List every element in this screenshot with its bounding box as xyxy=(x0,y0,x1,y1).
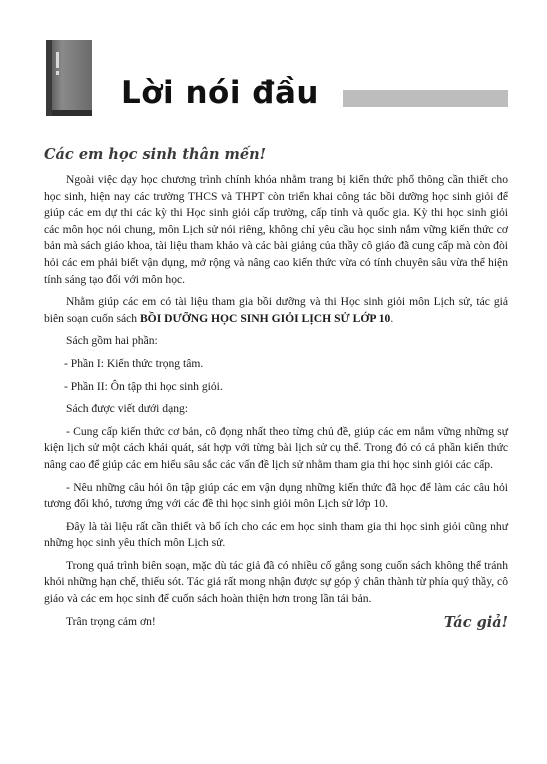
paragraph-format-heading: Sách được viết dưới dạng: xyxy=(66,402,189,416)
paragraph-parts-heading: Sách gồm hai phần: xyxy=(66,334,158,348)
list-item-format-2: - Nêu những câu hỏi ôn tập giúp các em vận dụng những kiến thức đã học để làm các câu hỏi tương đối khó, tương ứng với các đề thi học sinh giỏi môn Lịch sử lớp 10. xyxy=(44,480,508,511)
page-title: Lời nói đầu xyxy=(121,75,319,111)
list-item-format-1: - Cung cấp kiến thức cơ bản, cô đọng nhất theo từng chủ đề, giúp các em nắm vững những sự kiện lịch sử một cách khái quát, sát hợp với từng bài lịch sử cụ thể. Trong đó có cả phần kiến thức nâng cao để giúp các em hiểu sâu sắc các vấn đề lịch sử nhằm tham gia thi học sinh giỏi các cấp. xyxy=(44,424,508,471)
book-icon xyxy=(44,38,94,118)
paragraph-purpose-end: . xyxy=(390,311,394,325)
author-signature: Tác giả! xyxy=(443,614,508,631)
greeting: Các em học sinh thân mến! xyxy=(44,146,267,163)
book-title: BỒI DƯỠNG HỌC SINH GIỎI LỊCH SỬ LỚP 10 xyxy=(139,311,391,325)
paragraph-purpose-text: Nhằm giúp các em có tài liệu tham gia bồi dưỡng và thi Học sinh giỏi môn Lịch sử, tác giả biên soạn cuốn sách xyxy=(44,295,508,325)
preface-body xyxy=(44,172,508,636)
paragraph-thanks: Trân trọng cảm ơn! xyxy=(66,614,156,628)
paragraph-usefulness: Đây là tài liệu rất cần thiết và bổ ích cho các em học sinh tham gia thi học sinh giỏi cũng như những học sinh yêu thích môn Lịch sử. xyxy=(44,519,508,550)
paragraph-feedback: Trong quá trình biên soạn, mặc dù tác giả đã có nhiều cố gắng song cuốn sách không thể tránh khỏi những hạn chế, thiếu sót. Tác giả rất mong nhận được sự góp ý chân thành từ phía quý thầy, cô giáo và các em học sinh để cuốn sách hoàn thiện hơn trong lần tái bản. xyxy=(44,558,508,606)
title-decor-bar xyxy=(343,90,508,107)
list-item-part-2: - Phần II: Ôn tập thi học sinh giỏi. xyxy=(64,379,223,393)
list-item-part-1: - Phần I: Kiến thức trọng tâm. xyxy=(64,356,204,370)
paragraph-purpose xyxy=(44,294,508,327)
paragraph-intro: Ngoài việc dạy học chương trình chính khóa nhằm trang bị kiến thức phổ thông cần thiết cho học sinh, hiện nay các trường THCS và THPT còn triển khai công tác bồi dưỡng học sinh giỏi để giúp các em dự thi các kỳ thi Học sinh giỏi cấp trường, cấp tỉnh và quốc gia. Kỳ thi học sinh giỏi các môn học nói chung, môn Lịch sử nói riêng, không chỉ yêu cầu học sinh nắm vững kiến thức cơ bản mà sách giáo khoa, tài liệu tham khảo và các bài giảng của thầy cô giáo đã cung cấp mà còn đòi hỏi các em phải biết vận dụng, mở rộng và nâng cao kiến thức vừa có tính chuyên sâu vừa thể hiện tính sáng tạo đối với môn học. xyxy=(44,173,508,286)
